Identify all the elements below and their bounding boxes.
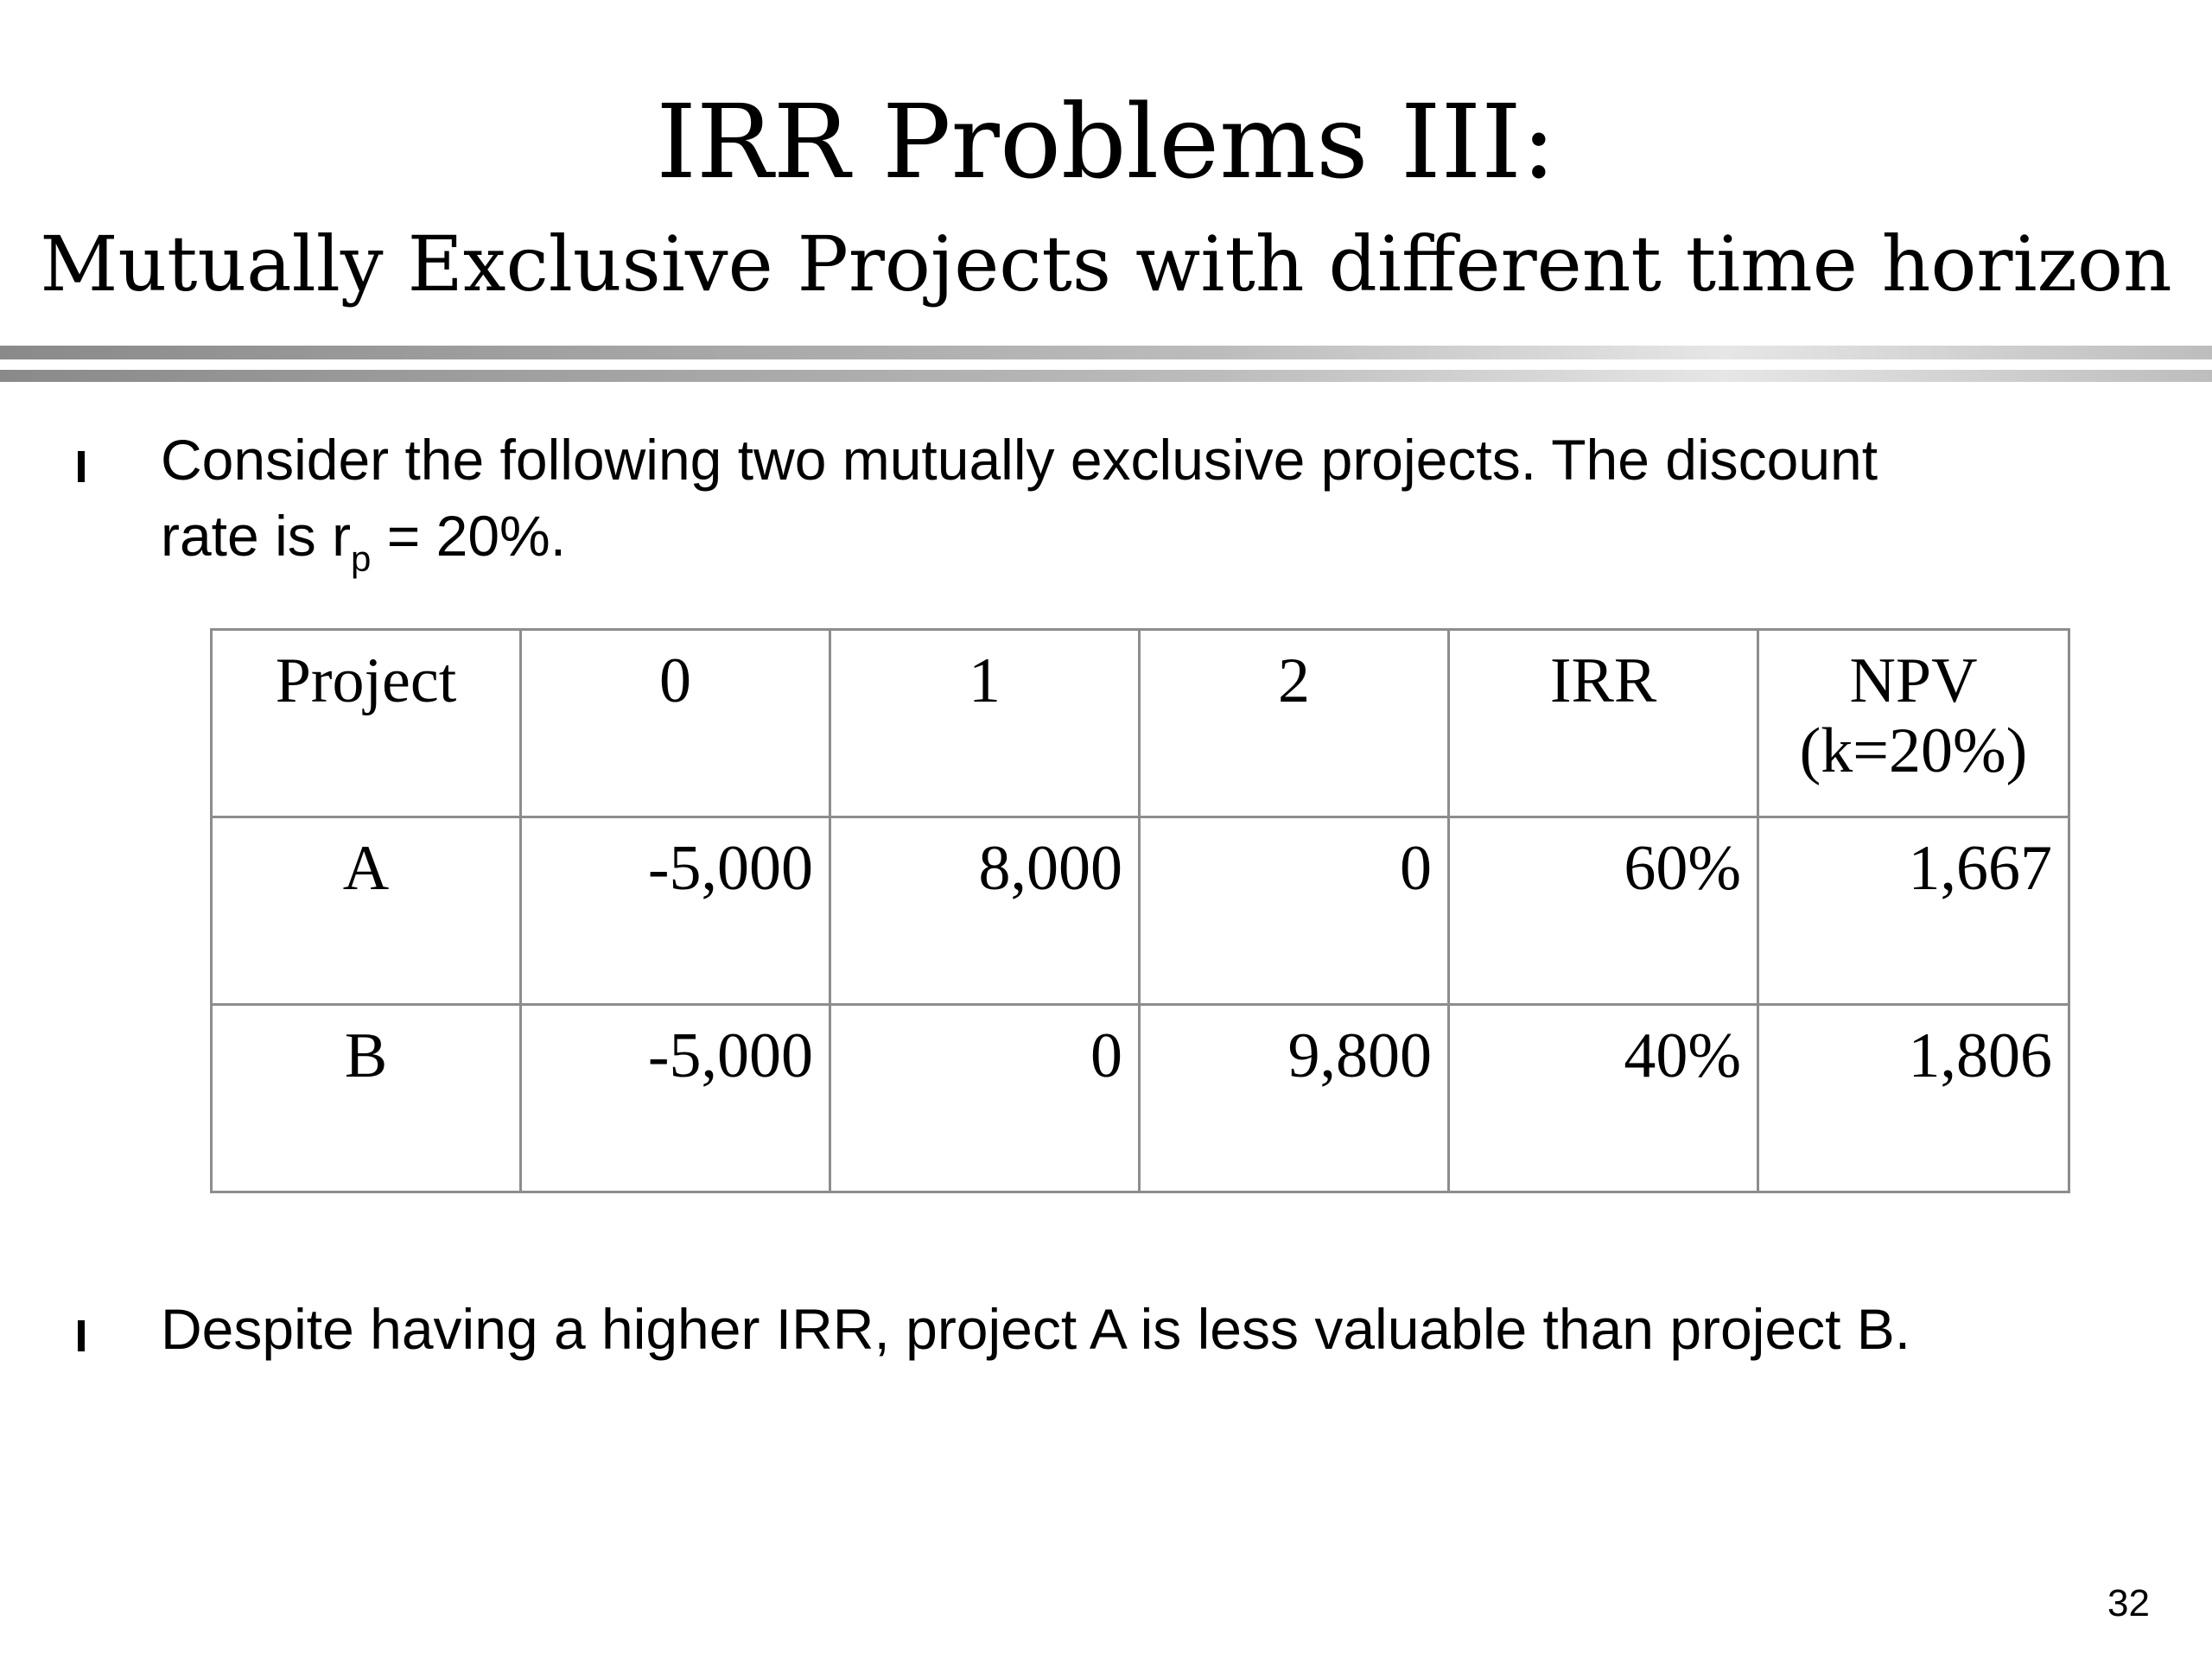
cell-irr: 60%: [1449, 817, 1758, 1005]
bullet-text: [161, 422, 2113, 579]
bullet-line-1: Consider the following two mutually exclusive projects. The discount: [161, 428, 1878, 492]
cell-npv: 1,667: [1758, 817, 2069, 1005]
title-divider-top: [0, 346, 2212, 359]
cell-project: A: [212, 817, 521, 1005]
rate-subscript: p: [351, 538, 372, 579]
header-period-2: 2: [1140, 630, 1449, 817]
table-row: [212, 1005, 2069, 1192]
bullet-line-2-start: rate is r: [161, 504, 352, 568]
cell-period-1: 0: [830, 1005, 1140, 1192]
cell-period-0: -5,000: [521, 1005, 830, 1192]
project-cashflow-table: [210, 628, 2070, 1193]
cell-period-2: 0: [1140, 817, 1449, 1005]
cell-period-2: 9,800: [1140, 1005, 1449, 1192]
slide-subtitle: Mutually Exclusive Projects with different time horizon: [40, 219, 2172, 308]
header-npv-line2: (k=20%): [1799, 715, 2028, 787]
header-period-0: 0: [521, 630, 830, 817]
header-npv-line1: NPV: [1849, 645, 1978, 716]
table-row: [212, 817, 2069, 1005]
table-header-row: [212, 630, 2069, 817]
cell-project: B: [212, 1005, 521, 1192]
page-number: 32: [2107, 1582, 2150, 1624]
cell-period-0: -5,000: [521, 817, 830, 1005]
title-divider-bottom: [0, 370, 2212, 382]
bullet-text: Despite having a higher IRR, project A is less valuable than project B.: [161, 1297, 1911, 1361]
header-irr: IRR: [1449, 630, 1758, 817]
bullet-marker: [78, 451, 85, 482]
header-npv: [1758, 630, 2069, 817]
header-period-1: 1: [830, 630, 1140, 817]
bullet-marker: [78, 1320, 85, 1351]
header-project: Project: [212, 630, 521, 817]
cell-period-1: 8,000: [830, 817, 1140, 1005]
bullet-line-2-end: = 20%.: [371, 504, 567, 568]
slide-title: IRR Problems III:: [656, 82, 1556, 201]
cell-irr: 40%: [1449, 1005, 1758, 1192]
cell-npv: 1,806: [1758, 1005, 2069, 1192]
